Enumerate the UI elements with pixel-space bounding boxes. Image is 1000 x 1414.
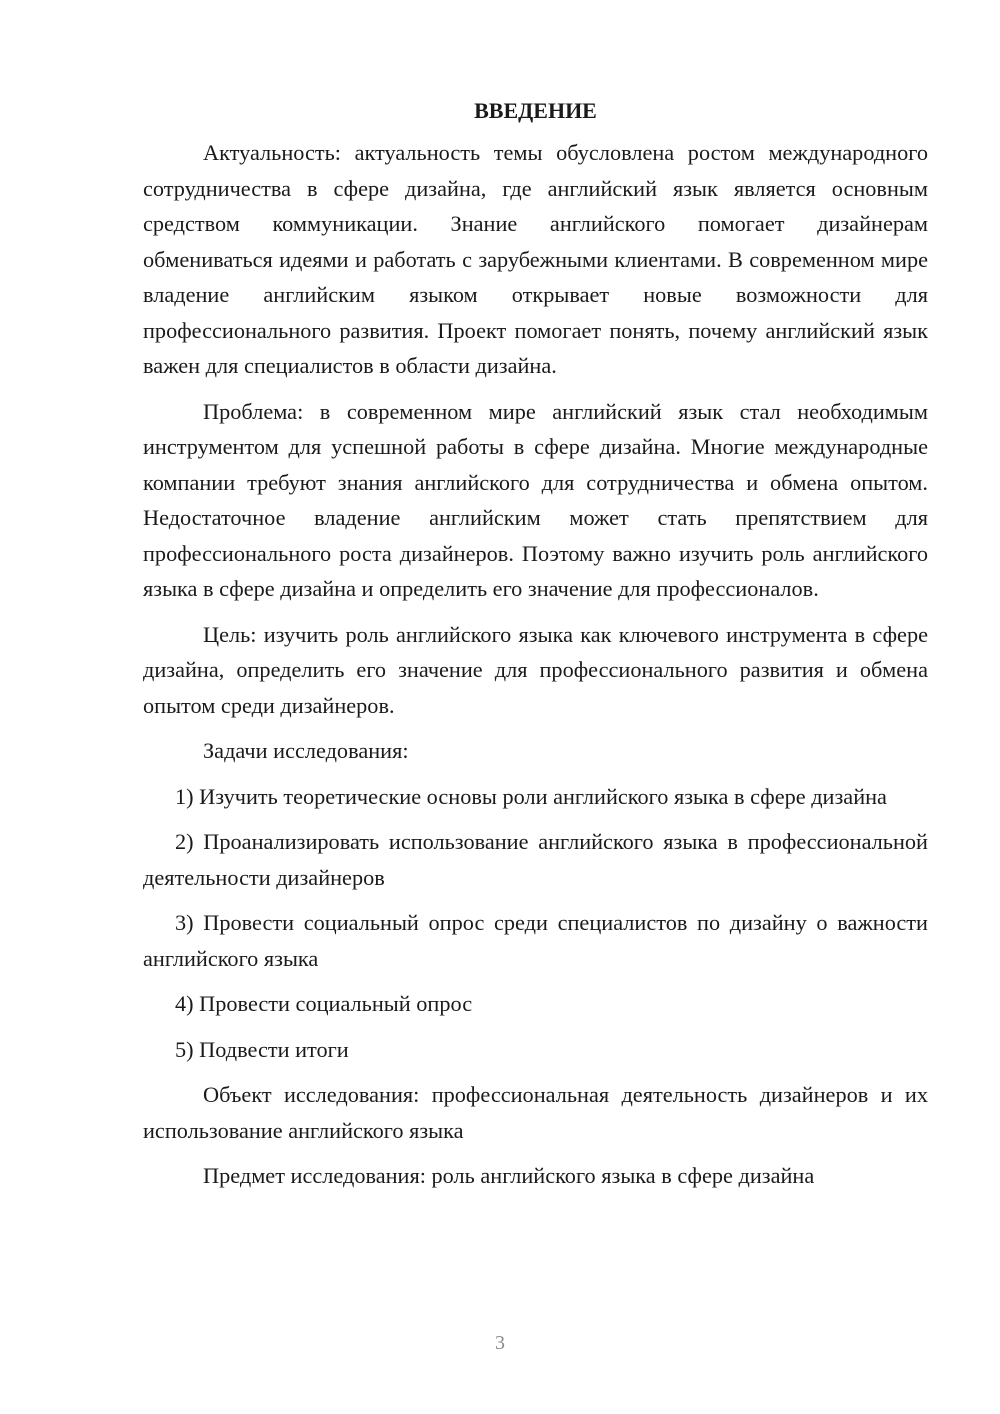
paragraph-tasks-heading: Задачи исследования: bbox=[203, 738, 409, 763]
section-title: ВВЕДЕНИЕ bbox=[474, 98, 597, 123]
page-content bbox=[143, 95, 928, 1204]
paragraph-subject: Предмет исследования: роль английского языка в сфере дизайна bbox=[203, 1163, 815, 1188]
page-number: 3 bbox=[495, 1332, 505, 1354]
task-item-2: 2) Проанализировать использование английского языка в профессиональной деятельности дизайнеров bbox=[143, 829, 928, 890]
task-item-3: 3) Провести социальный опрос среди специалистов по дизайну о важности английского языка bbox=[143, 910, 928, 971]
task-item-4: 4) Провести социальный опрос bbox=[175, 991, 473, 1016]
paragraph-goal: Цель: изучить роль английского языка как ключевого инструмента в сфере дизайна, определить его значение для профессионального развития и обмена опытом среди дизайнеров. bbox=[143, 621, 928, 718]
task-item-5: 5) Подвести итоги bbox=[175, 1036, 349, 1062]
paragraph-problem: Проблема: в современном мире английский язык стал необходимым инструментом для успешной работы в сфере дизайна. Многие международные компании требуют знания английского для сотрудничества и обмена опытом. Недостаточное владение английским может стать препятствием для профессионального роста дизайнеров. Поэтому важно изучить роль английского языка в сфере дизайна и определить его значение для профессионалов. bbox=[143, 398, 928, 601]
paragraph-object: Объект исследования: профессиональная деятельность дизайнеров и их использование английского языка bbox=[143, 1082, 928, 1143]
task-item-1: 1) Изучить теоретические основы роли английского языка в сфере дизайна bbox=[175, 783, 887, 809]
paragraph-relevance: Актуальность: актуальность темы обусловлена ростом международного сотрудничества в сфере дизайна, где английский язык является основным средством коммуникации. Знание английского помогает дизайнерам обмениваться идеями и работать с зарубежными клиентами. В современном мире владение английским языком открывает новые возможности для профессионального развития. Проект помогает понять, почему английский язык важен для специалистов в области дизайна. bbox=[143, 140, 928, 378]
